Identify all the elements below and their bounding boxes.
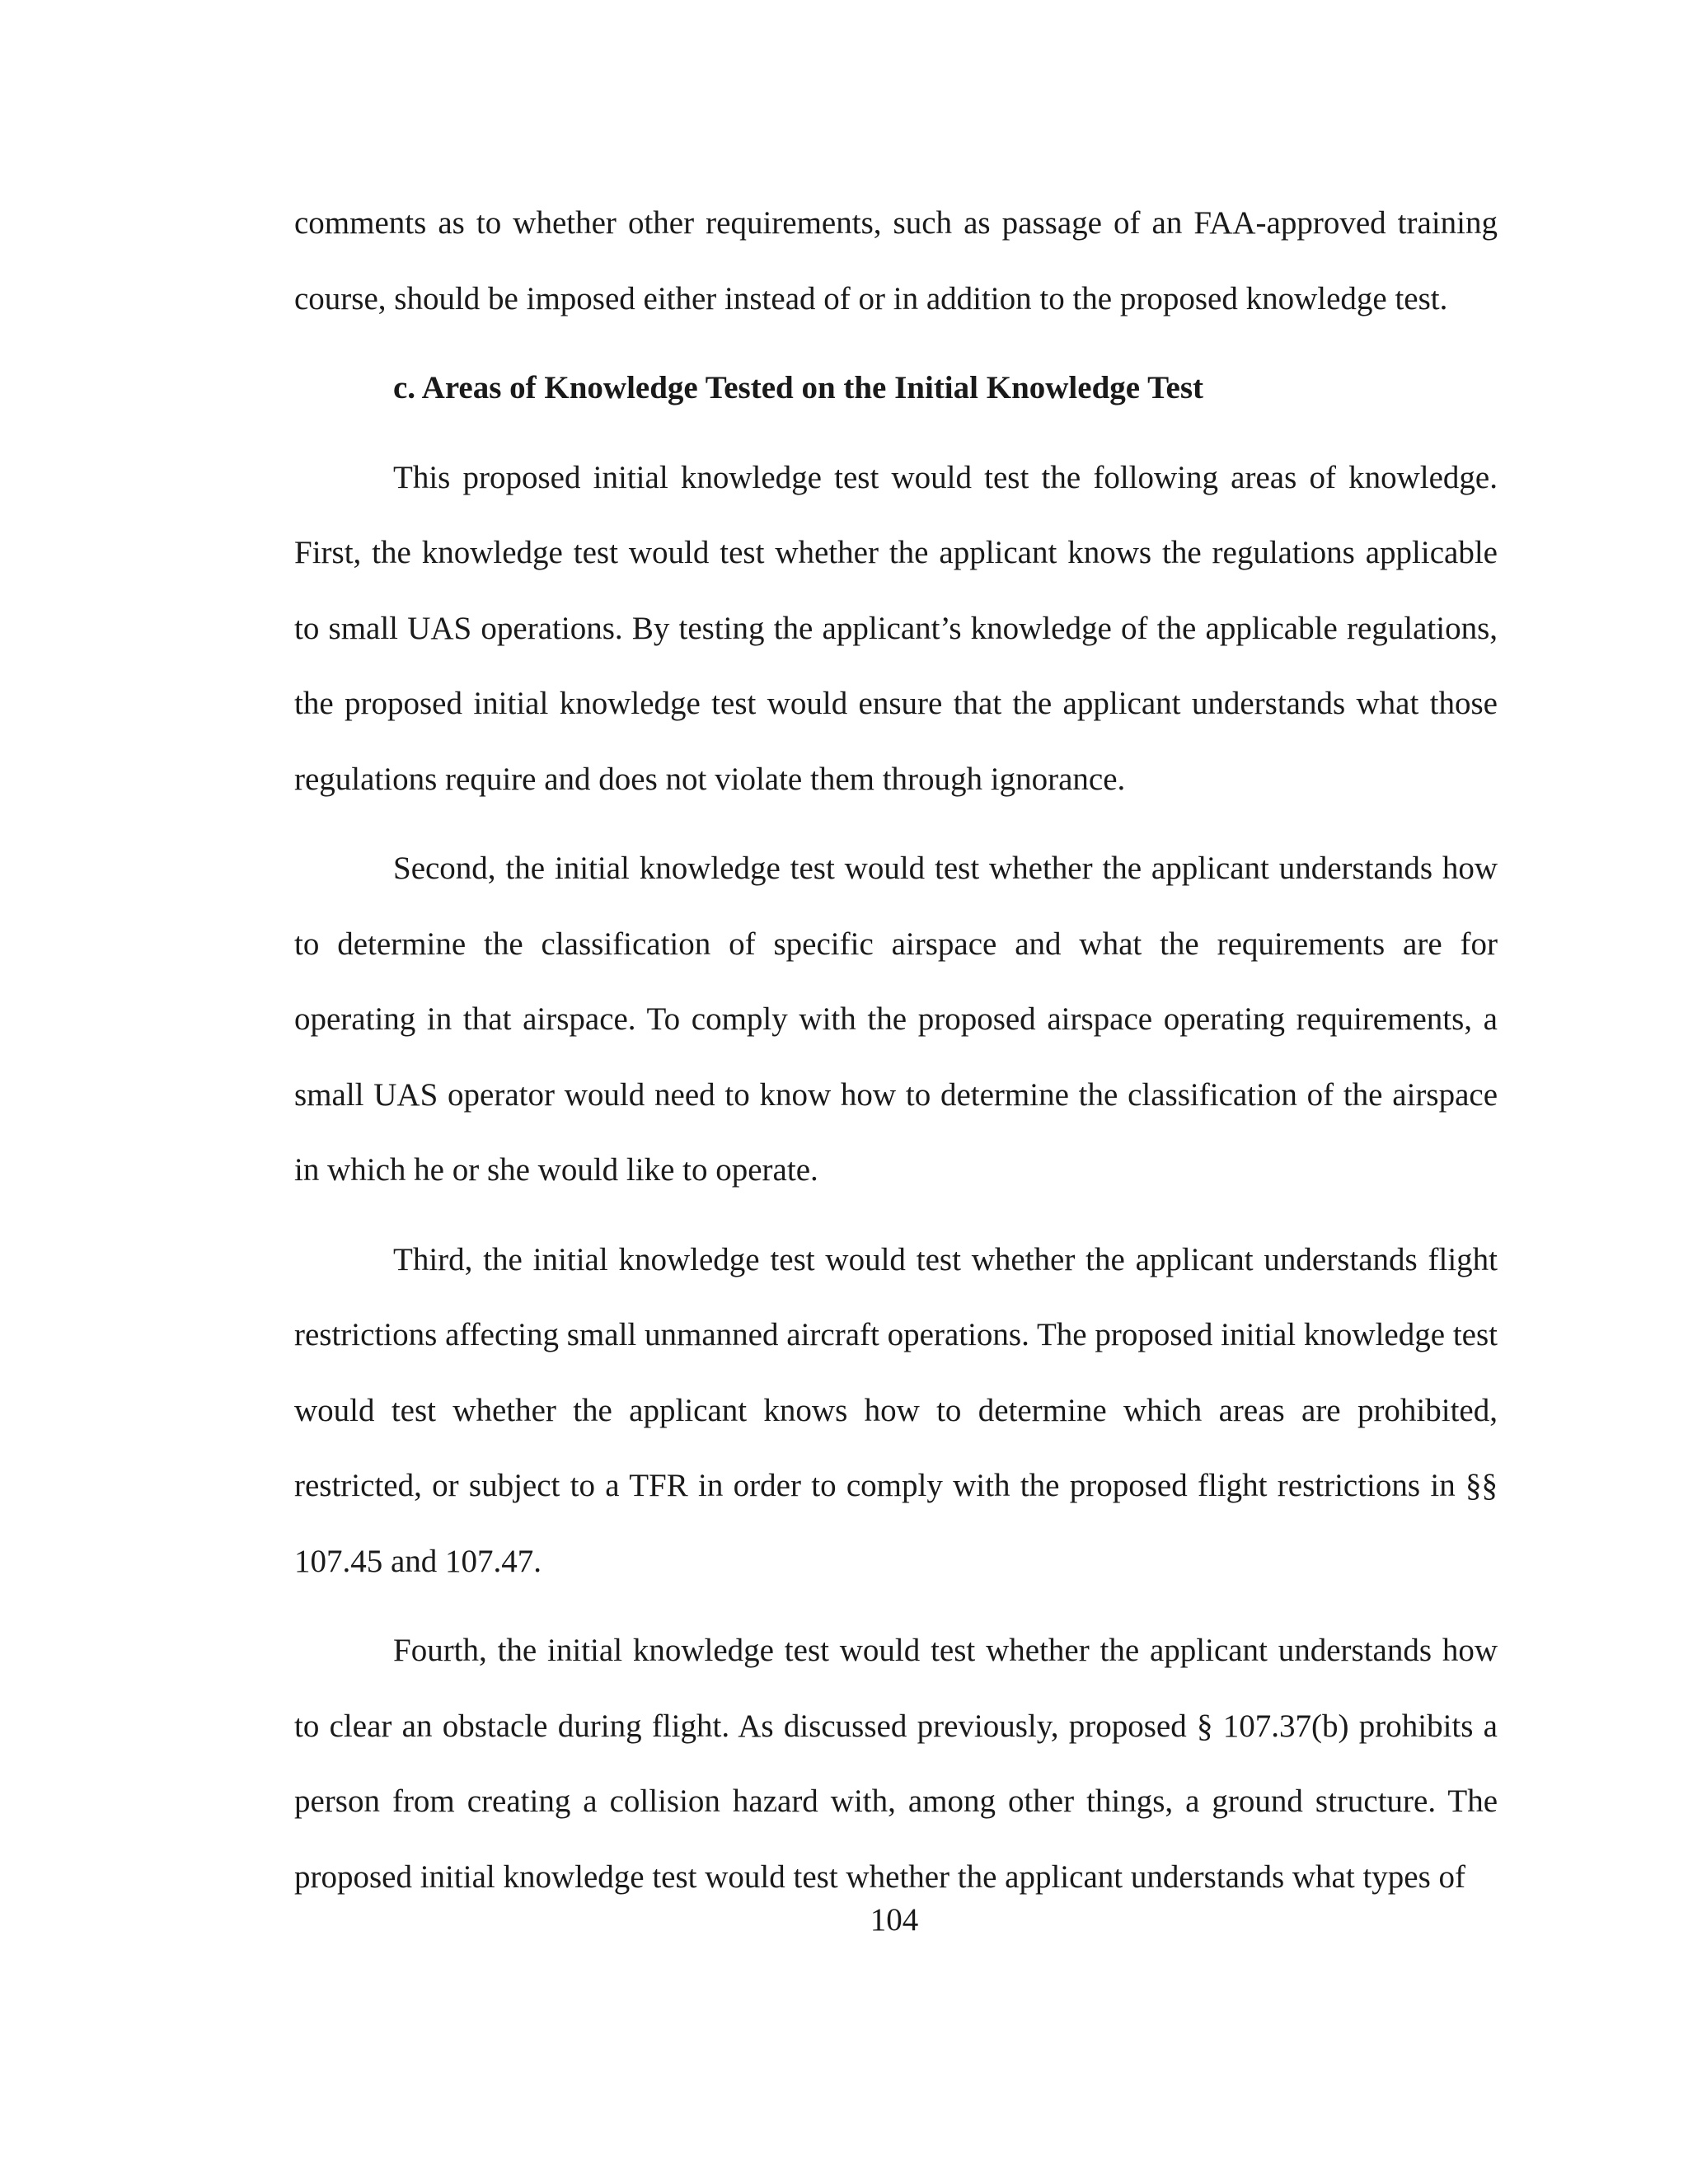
paragraph-fourth-area: Fourth, the initial knowledge test would test whether the applicant understands how to clear an obstacle during flight. As discussed previously, proposed § 107.37(b) prohibits a person from creating a collision hazard with, among other things, a ground structure. The proposed initial knowledge test would test whether the applicant understands what types of [294, 1633, 1498, 1895]
paragraph-continuation: comments as to whether other requirements, such as passage of an FAA-approved training course, should be imposed either instead of or in addition to the proposed knowledge test. [294, 205, 1498, 316]
paragraph-third-area: Third, the initial knowledge test would test whether the applicant understands flight restrictions affecting small unmanned aircraft operations. The proposed initial knowledge test would test whether the applicant knows how to determine which areas are prohibited, restricted, or subject to a TFR in order to comply with the proposed flight restrictions in §§ 107.45 and 107.47. [294, 1241, 1498, 1579]
paragraph-first-area: This proposed initial knowledge test would test the following areas of knowledge. First, the knowledge test would test whether the applicant knows the regulations applicable to small UAS operations. By testing the applicant’s knowledge of the applicable regulations, the proposed initial knowledge test would ensure that the applicant understands what those regulations require and does not violate them through ignorance. [294, 459, 1498, 797]
section-heading: c. Areas of Knowledge Tested on the Initial Knowledge Test [393, 370, 1204, 405]
page-number: 104 [870, 1902, 919, 1938]
paragraph-second-area: Second, the initial knowledge test would test whether the applicant understands how to determine the classification of specific airspace and what the requirements are for operating in that airspace. To comply with the proposed airspace operating requirements, a small UAS operator would need to know how to determine the classification of the airspace in which he or she would like to operate. [294, 851, 1498, 1188]
document-body [294, 185, 1498, 1929]
